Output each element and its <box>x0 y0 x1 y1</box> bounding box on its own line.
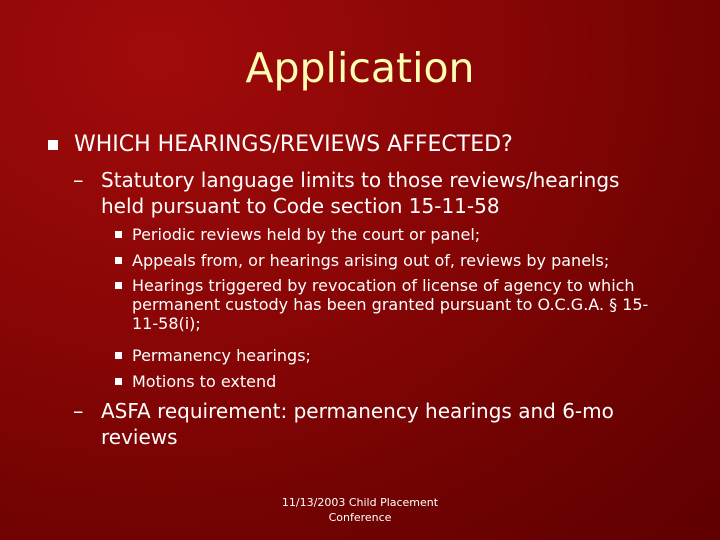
list-item-text: Periodic reviews held by the court or panel; <box>132 225 481 244</box>
small-square-bullet-icon <box>115 282 122 289</box>
footer-line: 11/13/2003 Child Placement <box>281 496 439 509</box>
main-bullet-text: WHICH HEARINGS/REVIEWS AFFECTED? <box>74 132 513 157</box>
slide-footer <box>270 495 450 525</box>
small-square-bullet-icon <box>115 378 122 385</box>
small-square-bullet-icon <box>115 352 122 359</box>
small-square-bullet-icon <box>115 231 122 238</box>
sub-bullet-text: ASFA requirement: permanency hearings and 6-mo reviews <box>101 399 614 449</box>
footer-line: Conference <box>328 511 392 524</box>
slide-title: Application <box>245 44 475 92</box>
small-square-bullet-icon <box>115 257 122 264</box>
list-item-text: Motions to extend <box>132 372 277 391</box>
list-item-text: Permanency hearings; <box>132 346 311 365</box>
sub-bullet-text: Statutory language limits to those reviews/hearings held pursuant to Code section 15-11-58 <box>101 168 620 218</box>
dash-bullet-icon: – <box>73 399 84 423</box>
list-item-text: Hearings triggered by revocation of license of agency to which permanent custody has been granted pursuant to O.C.G.A. § 15-11-58(i); <box>132 276 649 333</box>
square-bullet-icon <box>48 140 58 150</box>
dash-bullet-icon: – <box>73 168 84 192</box>
list-item-text: Appeals from, or hearings arising out of, reviews by panels; <box>132 251 610 270</box>
